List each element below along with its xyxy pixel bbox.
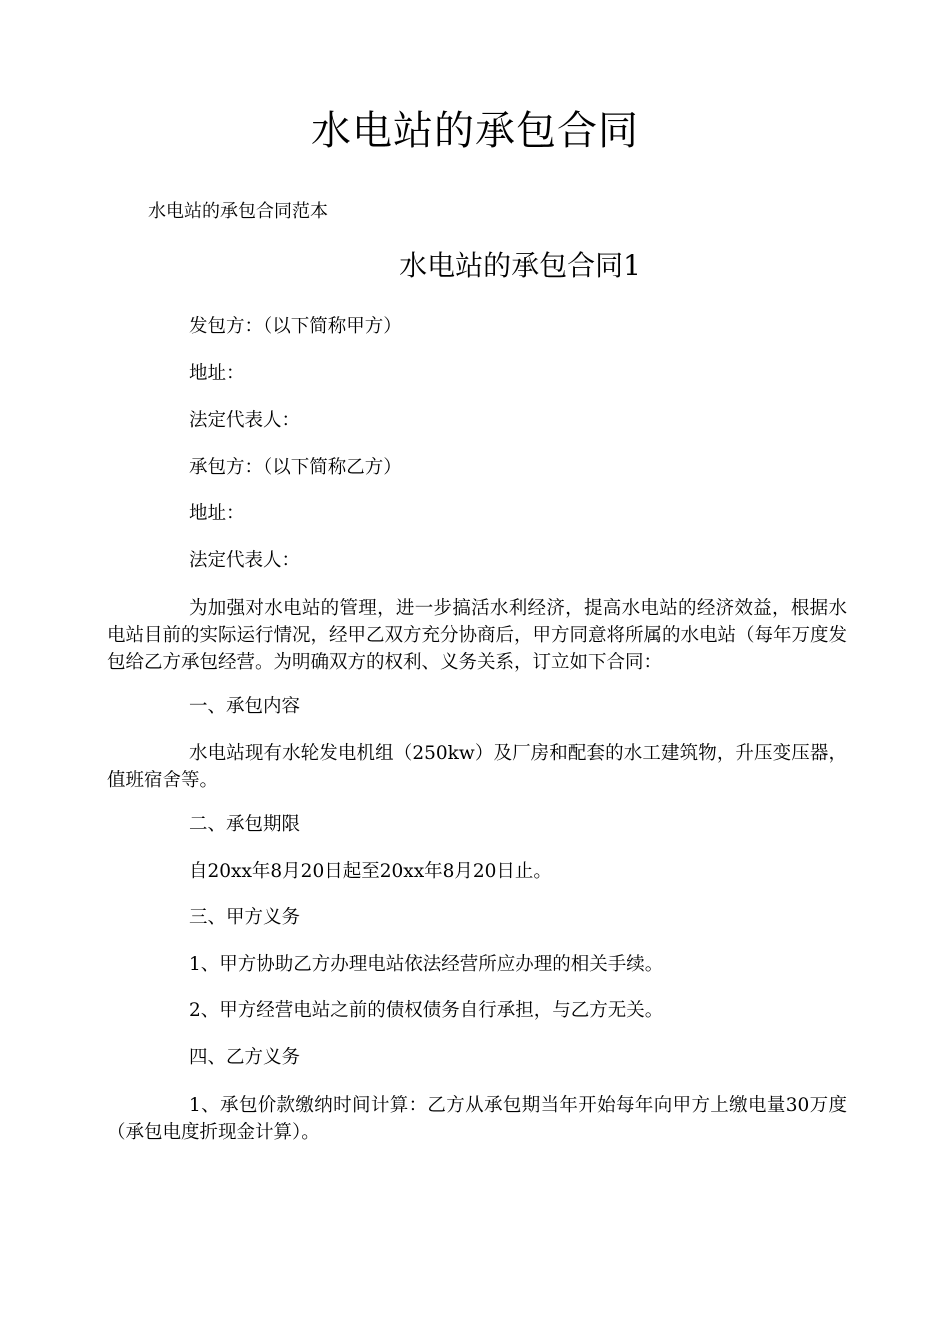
party-a-address-line: 地址： [189, 363, 245, 384]
party-b-line: 承包方：（以下简称乙方） [189, 457, 402, 478]
section-4-item-1: 1、承包价款缴纳时间计算：乙方从承包期当年开始每年向甲方上缴电量30万度（承包电度折现金计算）。 [107, 1095, 847, 1143]
party-a-line: 发包方：（以下简称甲方） [189, 316, 402, 337]
party-a-representative-line: 法定代表人： [189, 410, 301, 431]
section-2-text: 自20xx年8月20日起至20xx年8月20日止。 [189, 861, 552, 882]
section-3-item-1: 1、甲方协助乙方办理电站依法经营所应办理的相关手续。 [189, 954, 664, 975]
intro-paragraph: 为加强对水电站的管理，进一步搞活水利经济，提高水电站的经济效益，根据水电站目前的实际运行情况，经甲乙双方充分协商后，甲方同意将所属的水电站（每年万度发包给乙方承包经营。为明确双方的权利、义务关系，订立如下合同： [107, 598, 848, 673]
section-1-heading: 一、承包内容 [189, 696, 301, 717]
party-b-representative-line: 法定代表人： [189, 550, 301, 571]
document-title: 水电站的承包合同 [311, 108, 639, 154]
section-4-heading: 四、乙方义务 [189, 1047, 301, 1068]
section-2-heading: 二、承包期限 [189, 814, 301, 835]
document-subtitle: 水电站的承包合同范本 [148, 201, 328, 222]
contract-heading: 水电站的承包合同1 [399, 249, 641, 282]
section-3-heading: 三、甲方义务 [189, 907, 301, 928]
section-1-text: 水电站现有水轮发电机组（250kw）及厂房和配套的水工建筑物，升压变压器，值班宿舍等。 [107, 743, 847, 791]
party-b-address-line: 地址： [189, 503, 245, 524]
section-3-item-2: 2、甲方经营电站之前的债权债务自行承担，与乙方无关。 [189, 1000, 664, 1021]
